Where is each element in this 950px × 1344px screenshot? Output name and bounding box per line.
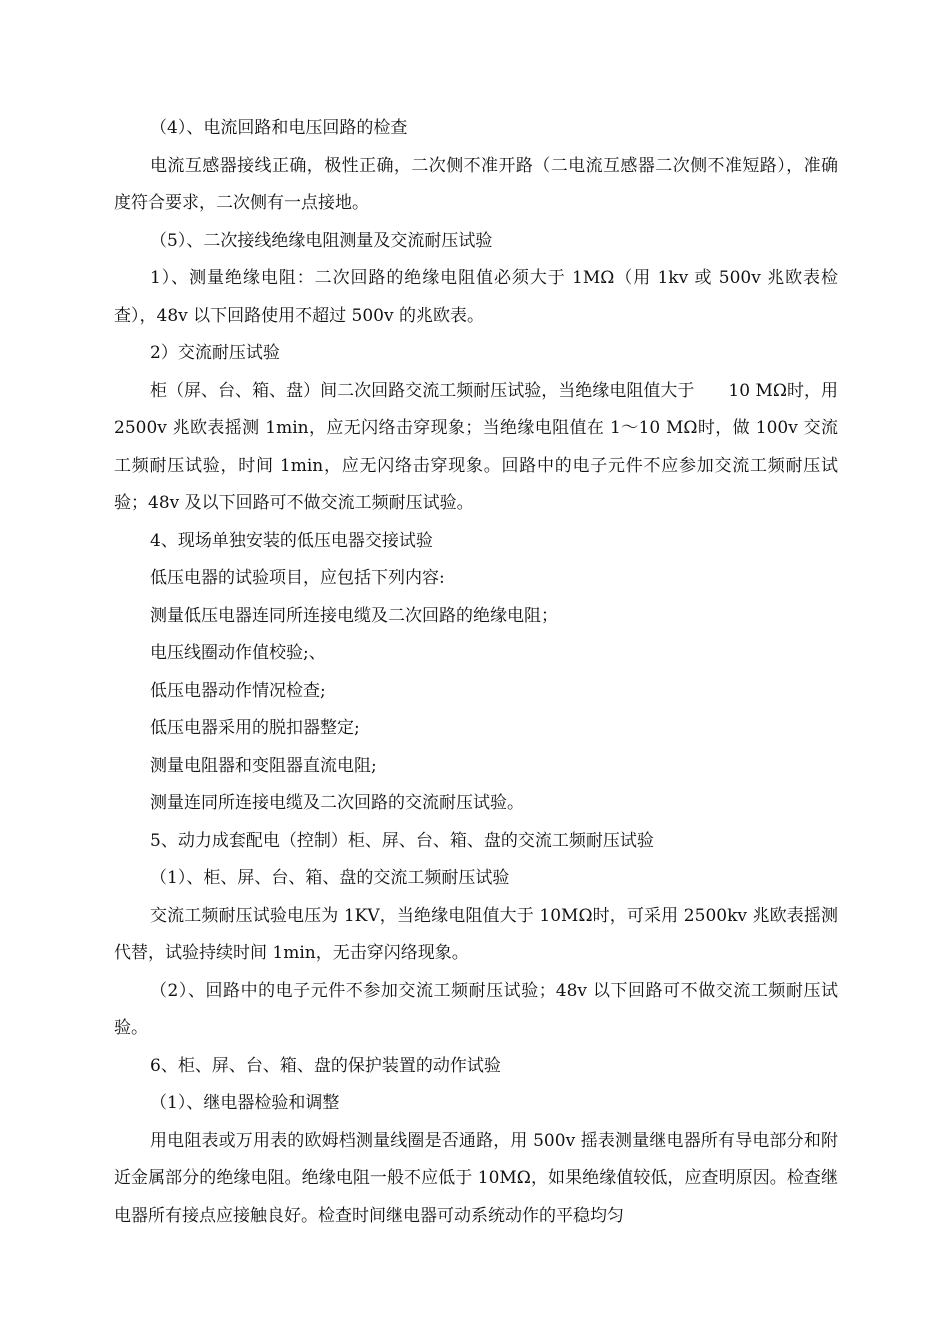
subheading-cabinet-ac-test: （1）、柜、屏、台、箱、盘的交流工频耐压试验 — [150, 868, 510, 888]
paragraph-ac-withstand-test-details: 柜（屏、台、箱、盘）间二次回路交流工频耐压试验，当绝缘电阻值大于 10 MΩ时，用 2500v 兆欧表摇测 1min，应无闪络击穿现象；当绝缘电阻值在 1～10 MΩ时，做 100v 交流工频耐压试验，时间 1min，应无闪络击穿现象。回路中的电子元件不应参加交流工频耐压试验；48v 及以下回路可不做交流工频耐压试验。 — [114, 380, 838, 513]
paragraph-test-items-intro: 低压电器的试验项目，应包括下列内容: — [150, 568, 445, 588]
section-heading-low-voltage-appliance-test: 4、现场单独安装的低压电器交接试验 — [150, 530, 433, 551]
paragraph-relay-inspection-details: 用电阻表或万用表的欧姆档测量线圈是否通路，用 500v 摇表测量继电器所有导电部分和附近金属部分的绝缘电阻。绝缘电阻一般不应低于 10MΩ，如果绝缘值较低，应查明原因。检查继电器所有接点应接触良好。检查时间继电器可动系统动作的平稳均匀 — [114, 1130, 838, 1226]
list-item-dc-resistance: 测量电阻器和变阻器直流电阻; — [150, 755, 377, 776]
paragraph-insulation-measurement: 1）、测量绝缘电阻：二次回路的绝缘电阻值必须大于 1MΩ（用 1kv 或 500v 兆欧表检查），48v 以下回路使用不超过 500v 的兆欧表。 — [114, 268, 838, 326]
subheading-ac-withstand-test: 2）交流耐压试验 — [150, 343, 280, 363]
section-heading-current-voltage-circuit-check: （4）、电流回路和电压回路的检查 — [150, 118, 408, 138]
section-heading-secondary-insulation-test: （5）、二次接线绝缘电阻测量及交流耐压试验 — [150, 230, 493, 251]
document-body — [114, 110, 838, 1235]
list-item-coil-action-calibration: 电压线圈动作值校验;、 — [150, 643, 326, 663]
paragraph-current-transformer-wiring: 电流互感器接线正确，极性正确，二次侧不准开路（二电流互感器二次侧不准短路），准确度符合要求，二次侧有一点接地。 — [114, 155, 838, 213]
paragraph-ac-test-voltage: 交流工频耐压试验电压为 1KV，当绝缘电阻值大于 10MΩ时，可采用 2500kv 兆欧表摇测代替，试验持续时间 1min，无击穿闪络现象。 — [114, 905, 838, 963]
list-item-ac-withstand: 测量连同所连接电缆及二次回路的交流耐压试验。 — [150, 793, 524, 813]
list-item-insulation-resistance: 测量低压电器连同所连接电缆及二次回路的绝缘电阻； — [150, 605, 558, 626]
list-item-trip-setting: 低压电器采用的脱扣器整定; — [150, 718, 360, 738]
subheading-relay-inspection: （1）、继电器检验和调整 — [150, 1093, 340, 1113]
list-item-action-check: 低压电器动作情况检查; — [150, 680, 326, 701]
paragraph-electronic-components-exclusion: （2）、回路中的电子元件不参加交流工频耐压试验；48v 以下回路可不做交流工频耐压试验。 — [114, 980, 838, 1038]
section-heading-power-cabinet-ac-test: 5、动力成套配电（控制）柜、屏、台、箱、盘的交流工频耐压试验 — [150, 830, 654, 851]
section-heading-protection-device-test: 6、柜、屏、台、箱、盘的保护装置的动作试验 — [150, 1055, 501, 1076]
